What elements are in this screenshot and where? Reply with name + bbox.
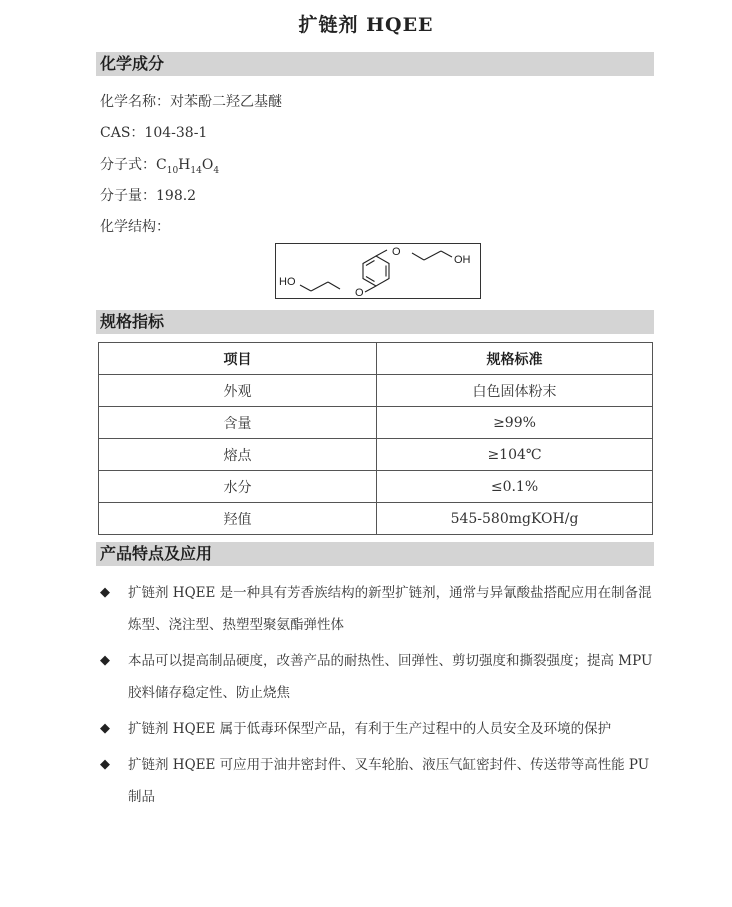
molecular-weight-row [100,185,196,205]
hydroxyl-label-right: OH [454,254,471,266]
cas-label: CAS： [100,125,145,141]
cas-value: 104-38-1 [144,125,208,141]
table-cell-value: 545-580mgKOH/g [377,503,653,535]
table-cell-item: 水分 [99,471,377,503]
molecular-weight-value: 198.2 [156,188,197,204]
table-row [99,375,653,407]
feature-text: 扩链剂 HQEE 属于低毒环保型产品，有利于生产过程中的人员安全及环境的保护 [128,721,612,737]
list-item [100,713,660,745]
hydroxyl-label-left: HO [279,276,296,288]
oxygen-label-lower: O [355,287,364,298]
table-header-item: 项目 [99,343,377,375]
list-item [100,577,660,641]
formula-row [100,154,219,176]
list-item [100,645,660,709]
table-cell-item: 含量 [99,407,377,439]
diamond-bullet-icon: ◆ [100,757,110,772]
table-row [99,471,653,503]
table-row [99,407,653,439]
hqee-structure-svg [276,244,480,298]
list-item [100,749,660,813]
oxygen-label-upper: O [392,246,401,258]
chemical-name-value: 对苯酚二羟乙基醚 [170,94,282,110]
table-cell-item: 羟值 [99,503,377,535]
section-heading-spec: 规格指标 [96,310,654,334]
table-cell-value: ≤0.1% [377,471,653,503]
table-cell-item: 熔点 [99,439,377,471]
table-header-standard: 规格标准 [377,343,653,375]
formula-value: $C_{10}H_{14}O_4$ [156,157,220,176]
table-row [99,439,653,471]
section-heading-composition: 化学成分 [96,52,654,76]
chemical-structure-diagram [275,243,481,299]
structure-label: 化学结构： [100,219,170,235]
table-cell-value: ≥104℃ [377,439,653,471]
table-row [99,503,653,535]
benzene-ring [363,256,389,286]
molecular-weight-label: 分子量： [100,188,156,204]
feature-text: 本品可以提高制品硬度，改善产品的耐热性、回弹性、剪切强度和撕裂强度；提高 MPU 胶料储存稳定性、防止烧焦 [128,653,653,701]
feature-text: 扩链剂 HQEE 是一种具有芳香族结构的新型扩链剂，通常与异氰酸盐搭配应用在制备混炼型、浇注型、热塑型聚氨酯弹性体 [128,585,652,633]
spec-table [98,342,653,535]
table-cell-value: ≥99% [377,407,653,439]
chemical-name-row [100,91,282,111]
formula-label: 分子式： [100,157,156,173]
features-list [100,577,660,813]
table-cell-value: 白色固体粉末 [377,375,653,407]
table-header-row [99,343,653,375]
section-heading-features: 产品特点及应用 [96,542,654,566]
table-cell-item: 外观 [99,375,377,407]
cas-row [100,122,207,142]
diamond-bullet-icon: ◆ [100,585,110,600]
feature-text: 扩链剂 HQEE 可应用于油井密封件、叉车轮胎、液压气缸密封件、传送带等高性能 PU 制品 [128,757,650,805]
chemical-name-label: 化学名称： [100,94,170,110]
document-title: 扩链剂 HQEE [298,14,434,36]
diamond-bullet-icon: ◆ [100,653,110,668]
diamond-bullet-icon: ◆ [100,721,110,736]
